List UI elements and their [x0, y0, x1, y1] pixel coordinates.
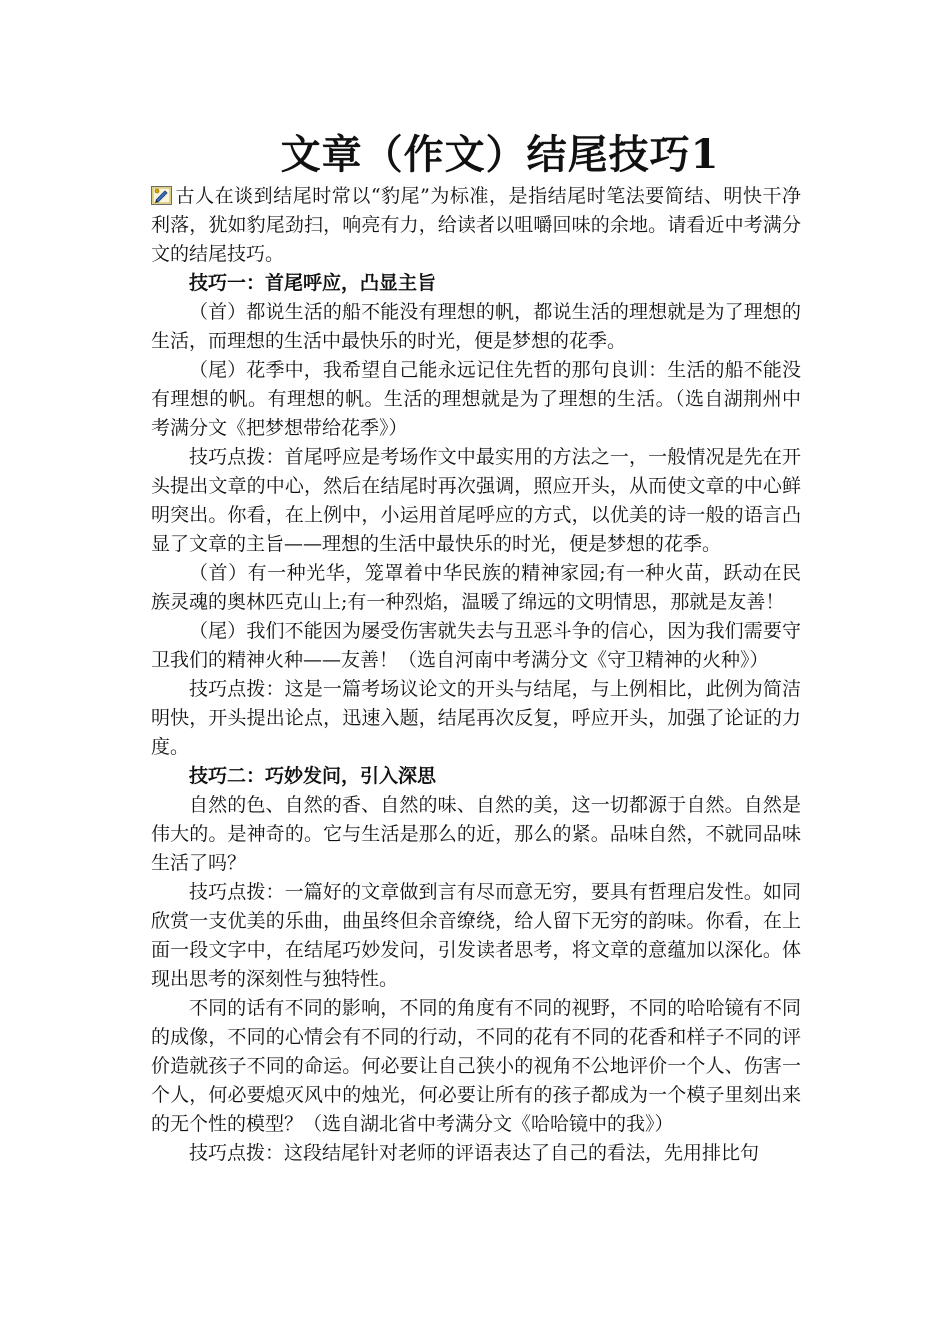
document-title: 文章（作文）结尾技巧1 — [280, 131, 720, 178]
document-edit-icon — [151, 185, 172, 204]
paragraph: 自然的色、自然的香、自然的味、自然的美，这一切都源于自然。自然是伟大的。是神奇的。它与生活是那么的近，那么的紧。品味自然，不就同品味生活了吗？ — [151, 794, 801, 874]
paragraph: 技巧点拨：这段结尾针对老师的评语表达了自己的看法，先用排比句 — [189, 1142, 760, 1164]
paragraph: 不同的话有不同的影响，不同的角度有不同的视野，不同的哈哈镜有不同的成像，不同的心情会有不同的行动，不同的花有不同的花香和样子不同的评价造就孩子不同的命运。何必要让自己狭小的视角不公地评价一个人、伤害一个人，何必要熄灭风中的烛光，何必要让所有的孩子都成为一个模子里刻出来的无个性的模型？（选自湖北省中考满分文《哈哈镜中的我》） — [151, 997, 801, 1135]
paragraph: （首）有一种光华，笼罩着中华民族的精神家园;有一种火苗，跃动在民族灵魂的奥林匹克山上;有一种烈焰，温暖了绵远的文明情思，那就是友善！ — [151, 562, 801, 613]
paragraph: 技巧点拨：这是一篇考场议论文的开头与结尾，与上例相比，此例为简洁明快，开头提出论点，迅速入题，结尾再次反复，呼应开头，加强了论证的力度。 — [151, 678, 801, 758]
intro-text: 古人在谈到结尾时常以“豹尾”为标准，是指结尾时笔法要简结、明快干净利落，犹如豹尾劲扫，响亮有力，给读者以咀嚼回味的余地。请看近中考满分文的结尾技巧。 — [151, 185, 801, 265]
intro-paragraph — [151, 182, 801, 269]
section-heading-1: 技巧一：首尾呼应，凸显主旨 — [189, 272, 437, 294]
paragraph: （首）都说生活的船不能没有理想的帆，都说生活的理想就是为了理想的生活，而理想的生活中最快乐的时光，便是梦想的花季。 — [151, 301, 801, 352]
paragraph: 技巧点拨：首尾呼应是考场作文中最实用的方法之一，一般情况是先在开头提出文章的中心，然后在结尾时再次强调，照应开头，从而使文章的中心鲜明突出。你看，在上例中，小运用首尾呼应的方式，以优美的诗一般的语言凸显了文章的主旨——理想的生活中最快乐的时光，便是梦想的花季。 — [151, 446, 801, 555]
section-heading-2: 技巧二：巧妙发问，引入深思 — [189, 765, 437, 787]
paragraph: （尾）我们不能因为屡受伤害就失去与丑恶斗争的信心，因为我们需要守卫我们的精神火种——友善！（选自河南中考满分文《守卫精神的火种》） — [151, 620, 801, 671]
paragraph: 技巧点拨：一篇好的文章做到言有尽而意无穷，要具有哲理启发性。如同欣赏一支优美的乐曲，曲虽终但余音缭绕，给人留下无穷的韵味。你看，在上面一段文字中，在结尾巧妙发问，引发读者思考，将文章的意蕴加以深化。体现出思考的深刻性与独特性。 — [151, 881, 801, 990]
paragraph: （尾）花季中，我希望自己能永远记住先哲的那句良训：生活的船不能没有理想的帆。有理想的帆。生活的理想就是为了理想的生活。（选自湖荆州中考满分文《把梦想带给花季》） — [151, 359, 801, 439]
document-page — [151, 128, 801, 1168]
